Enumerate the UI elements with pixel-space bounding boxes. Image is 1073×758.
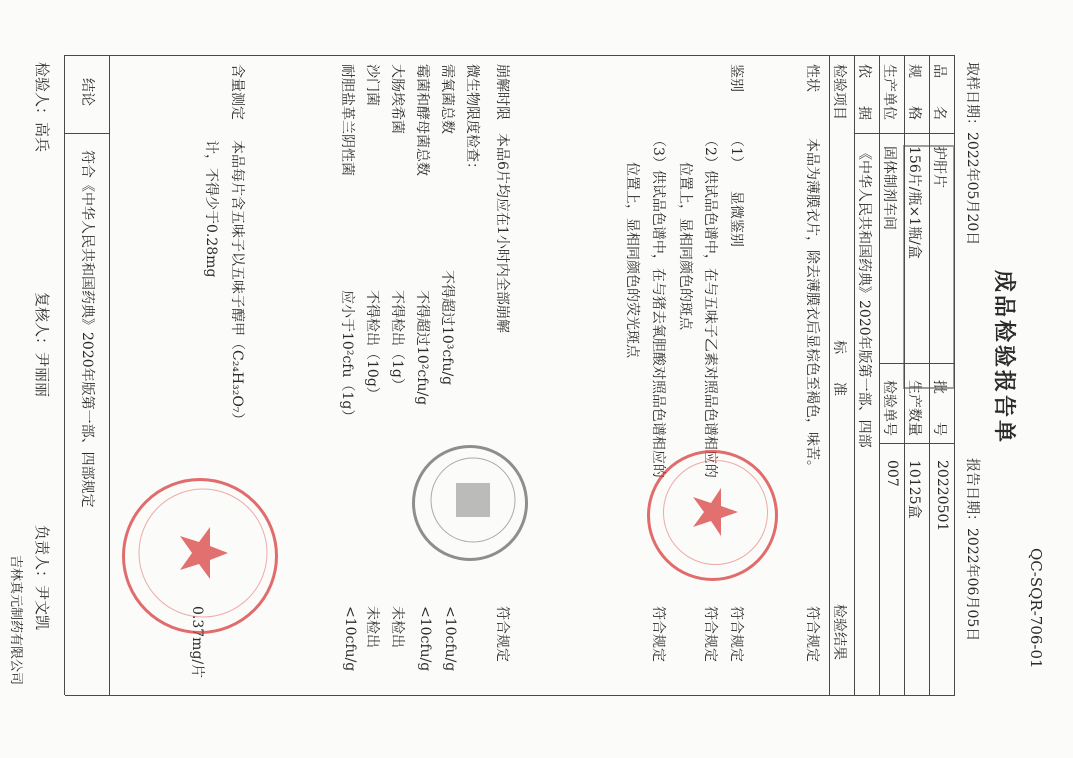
disint-label: 崩解时限 — [494, 64, 510, 120]
report-no-label: 检验单号 — [881, 380, 897, 436]
company-name: 吉林真元制药有限公司 — [8, 555, 23, 686]
disint-result: 符合规定 — [494, 606, 510, 662]
assay-std-a: 本品每片含五味子以五味子醇甲（C₂₄H₃₂O₇） — [229, 140, 245, 427]
property-label: 性状 — [804, 64, 820, 92]
bile-std: 应小于10²cfu（1g） — [339, 290, 355, 424]
assay-result: 0.37mg/片 — [189, 606, 205, 679]
manager-signature: 负责人：尹文凯 — [33, 525, 51, 631]
sampling-date: 取样日期：2022年05月20日 — [964, 62, 980, 246]
ident3-result: 符合规定 — [650, 606, 666, 662]
unit-value: 固体制剂车间 — [881, 146, 897, 230]
reviewer-signature: 复核人：尹丽丽 — [33, 292, 51, 398]
salmonella-std: 不得检出（10g） — [364, 290, 380, 401]
ident2-std-b: 位置上，显相同颜色的斑点 — [677, 162, 693, 330]
basis-label: 依 据 — [856, 64, 872, 120]
batch-value: 20220501 — [934, 460, 950, 532]
report-no-value: 007 — [884, 460, 900, 487]
ident2-std-a: （2）供试品色谱中，在与五味子乙素对照品色谱相应的 — [702, 133, 718, 478]
property-std: 本品为薄膜衣片，除去薄膜衣后显棕色至褐色，味苦。 — [804, 138, 820, 474]
salmonella-label: 沙门菌 — [364, 64, 380, 106]
rectangular-seal-icon — [903, 145, 955, 389]
disint-std: 本品6片均应在1小时内全部崩解 — [494, 133, 510, 333]
spec-value: 156片/瓶×1瓶/盒 — [906, 146, 922, 259]
ecoli-result: 未检出 — [389, 606, 405, 648]
ident3-std-a: （3）供试品色谱中，在与猪去氧胆酸对照品色谱相应的 — [650, 133, 666, 478]
inspector-signature: 检验人：高兵 — [33, 62, 51, 153]
spec-label: 规 格 — [906, 64, 922, 120]
qty-value: 10125盒 — [906, 460, 922, 519]
salmonella-result: 未检出 — [364, 606, 380, 648]
unit-label: 生产单位 — [881, 64, 897, 120]
col-standard: 标 准 — [831, 340, 847, 396]
qty-label: 生产数量 — [906, 380, 922, 436]
assay-label: 含量测定 — [229, 64, 245, 120]
product-label: 品 名 — [931, 64, 947, 120]
red-company-seal-icon — [122, 478, 278, 634]
red-seal-stamp-icon — [647, 450, 778, 581]
batch-label: 批 号 — [931, 380, 947, 436]
conclusion-label: 结论 — [79, 78, 95, 106]
property-result: 符合规定 — [804, 606, 820, 662]
basis-value: 《中华人民共和国药典》2020年版第一部、四部 — [856, 146, 872, 448]
bile-result: <10cfu/g — [342, 606, 358, 672]
aerobic-result: <10cfu/g — [442, 606, 458, 672]
ecoli-std: 不得检出（1g） — [389, 290, 405, 392]
qc-seal-stamp-icon — [412, 445, 528, 561]
conclusion-value: 符合《中华人民共和国药典》2020年版第一部、四部规定 — [79, 150, 95, 508]
mold-std: 不得超过10²cfu/g — [414, 290, 430, 406]
ident1-result: 符合规定 — [728, 606, 744, 662]
col-item: 检验项目 — [831, 64, 847, 120]
bile-label: 耐胆盐革兰阴性菌 — [339, 64, 355, 176]
mold-result: <10cfu/g — [417, 606, 433, 672]
ident2-result: 符合规定 — [702, 606, 718, 662]
micro-label: 微生物限度检查： — [464, 64, 480, 176]
report-date: 报告日期：2022年06月05日 — [964, 458, 980, 642]
aerobic-label: 需氧菌总数 — [439, 64, 455, 134]
col-result: 检验结果 — [831, 604, 847, 660]
mold-label: 霉菌和酵母菌总数 — [414, 64, 430, 176]
ident3-std-b: 位置上，显相同颜色的荧光斑点 — [624, 162, 640, 358]
ident-label: 鉴别 — [728, 64, 744, 92]
page-title: 成品检验报告单 — [991, 270, 1017, 446]
ecoli-label: 大肠埃希菌 — [389, 64, 405, 134]
product-value: 护肝片 — [931, 146, 947, 188]
aerobic-std: 不得超过10³cfu/g — [439, 270, 455, 386]
ident1-std: （1） 显微鉴别 — [728, 133, 744, 247]
doc-code: QC-SQR-706-01 — [1027, 548, 1045, 669]
assay-std-b: 计，不得少于0.28mg — [203, 140, 219, 278]
